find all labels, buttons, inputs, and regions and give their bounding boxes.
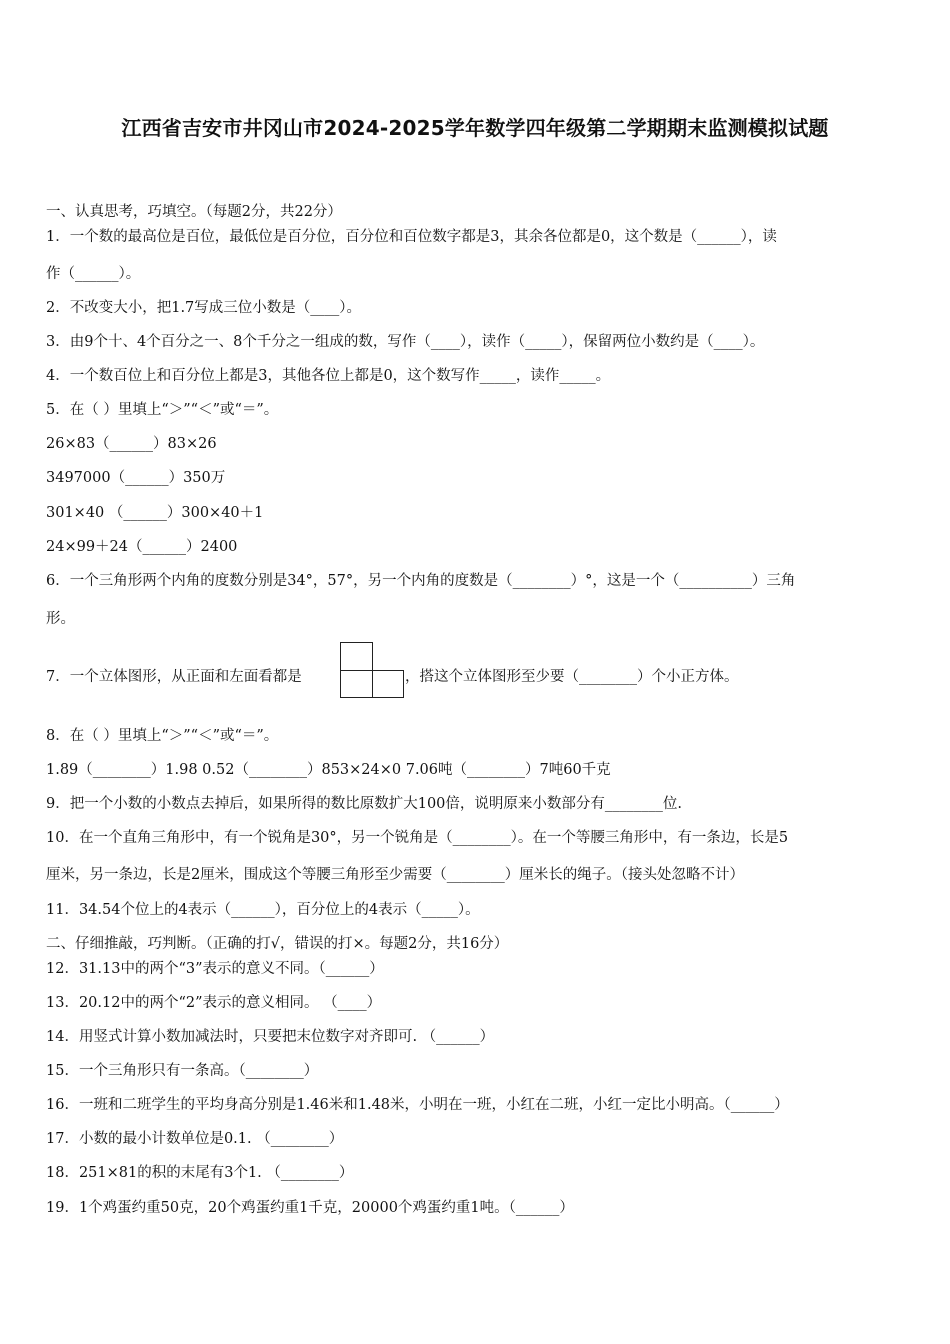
question-5-item-2: 3497000（______）350万: [46, 470, 226, 486]
question-4: 4．一个数百位上和百分位上都是3，其他各位上都是0，这个数写作_____，读作_____。: [46, 368, 611, 384]
question-18: 18．251×81的积的末尾有3个1. （________）: [46, 1165, 354, 1181]
figure-square-bottom-right: [372, 670, 404, 698]
page-title: 江西省吉安市井冈山市2024-2025学年数学四年级第二学期期末监测模拟试题: [121, 116, 829, 140]
question-10-line-1: 10．在一个直角三角形中，有一个锐角是30°，另一个锐角是（________）。在一个等腰三角形中，有一条边，长是5: [46, 830, 789, 846]
cube-view-figure: [340, 642, 404, 698]
question-5-item-4: 24×99＋24（______）2400: [46, 539, 238, 555]
figure-square-bottom-left: [340, 670, 373, 698]
question-5-item-3: 301×40 （______）300×40＋1: [46, 505, 264, 521]
question-1-line-1: 1．一个数的最高位是百位，最低位是百分位，百分位和百位数字都是3，其余各位都是0，这个数是（______），读: [46, 229, 777, 245]
question-16: 16．一班和二班学生的平均身高分别是1.46米和1.48米，小明在一班，小红在二班，小红一定比小明高。（______）: [46, 1097, 789, 1113]
question-12: 12．31.13中的两个“3”表示的意义不同。（______）: [46, 961, 384, 977]
question-6-line-2: 形。: [46, 611, 75, 627]
question-2: 2．不改变大小，把1.7写成三位小数是（____）。: [46, 300, 362, 316]
question-6-line-1: 6．一个三角形两个内角的度数分别是34°，57°，另一个内角的度数是（________）°，这是一个（__________）三角: [46, 573, 796, 589]
question-3: 3．由9个十、4个百分之一、8个千分之一组成的数，写作（____），读作（_____），保留两位小数约是（____）。: [46, 334, 765, 350]
figure-square-top: [340, 642, 373, 671]
question-14: 14．用竖式计算小数加减法时，只要把末位数字对齐即可. （______）: [46, 1029, 495, 1045]
question-5: 5．在（ ）里填上“＞”“＜”或“＝”。: [46, 402, 279, 418]
question-7-prefix: 7．一个立体图形，从正面和左面看都是: [46, 669, 302, 685]
question-9: 9．把一个小数的小数点去掉后，如果所得的数比原数扩大100倍，说明原来小数部分有________位.: [46, 796, 683, 812]
question-1-line-2: 作（______）。: [46, 266, 141, 282]
question-11: 11．34.54个位上的4表示（______），百分位上的4表示（_____）。: [46, 902, 480, 918]
section-heading-2: 二、仔细推敲，巧判断。（正确的打√，错误的打×。每题2分，共16分）: [46, 936, 509, 952]
question-10-line-2: 厘米，另一条边，长是2厘米，围成这个等腰三角形至少需要（________）厘米长的绳子。（接头处忽略不计）: [46, 867, 744, 883]
question-7-suffix: ，搭这个立体图形至少要（________）个小正方体。: [405, 669, 739, 685]
question-17: 17．小数的最小计数单位是0.1. （________）: [46, 1131, 344, 1147]
question-8-items: 1.89（________）1.98 0.52（________）853×24×0 7.06吨（________）7吨60千克: [46, 762, 611, 778]
question-19: 19．1个鸡蛋约重50克，20个鸡蛋约重1千克，20000个鸡蛋约重1吨。（______）: [46, 1200, 574, 1216]
section-heading-1: 一、认真思考，巧填空。（每题2分，共22分）: [46, 204, 342, 220]
question-8: 8．在（ ）里填上“＞”“＜”或“＝”。: [46, 728, 279, 744]
question-15: 15．一个三角形只有一条高。（________）: [46, 1063, 319, 1079]
question-13: 13．20.12中的两个“2”表示的意义相同。 （____）: [46, 995, 382, 1011]
question-5-item-1: 26×83（______）83×26: [46, 436, 217, 452]
